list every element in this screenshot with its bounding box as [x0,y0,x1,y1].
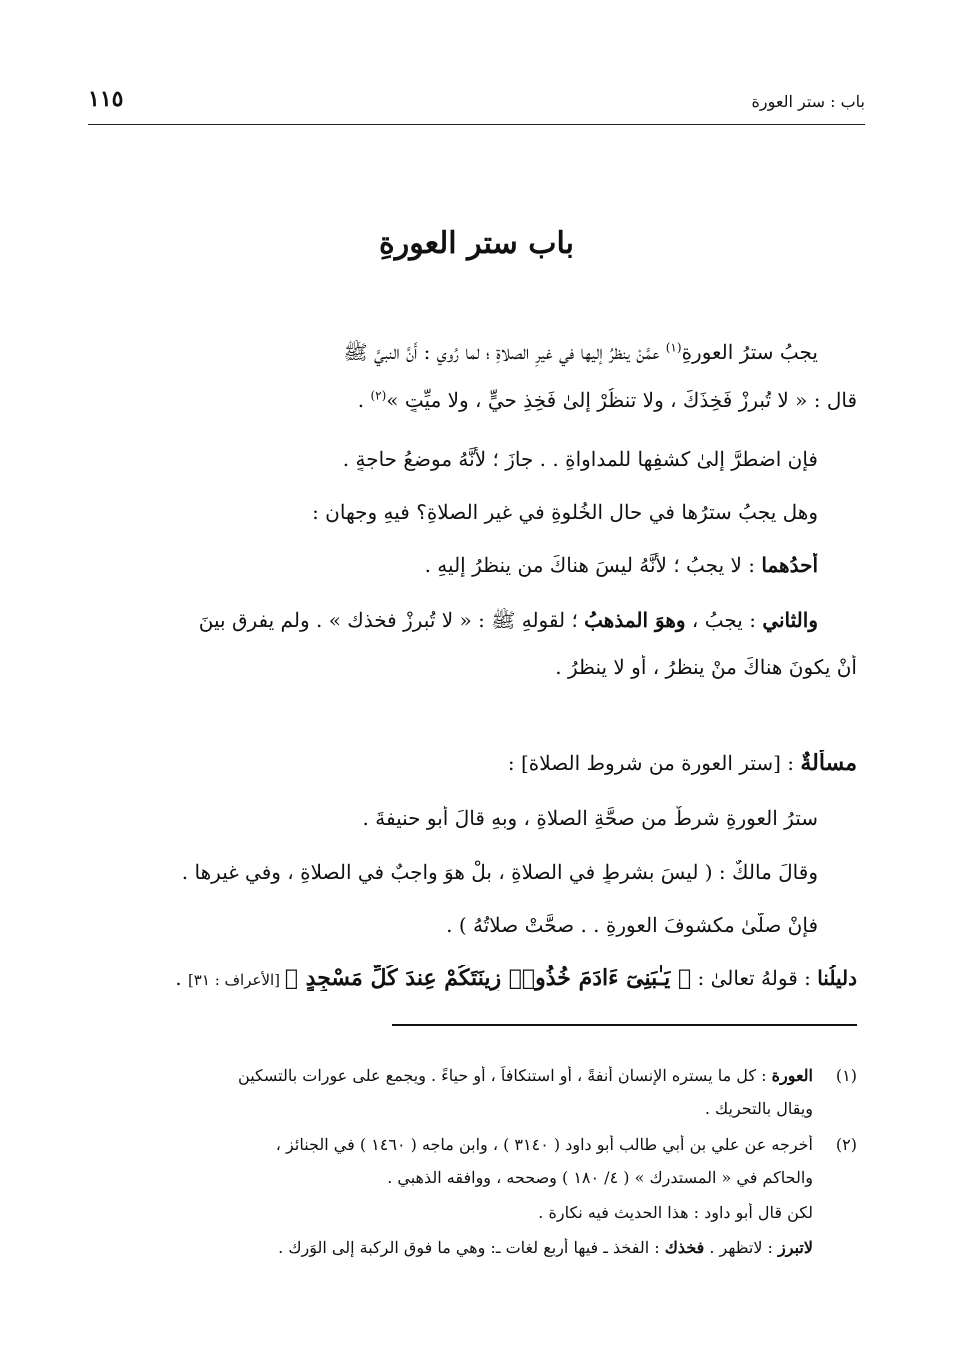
text: قال : « لا تُبرزْ فَخِذَكَ ، ولا تنظُرْ إلىٰ فَخِذِ حيٍّ ، ولا ميِّتٍ » [386,388,857,412]
footnote-ref-1[interactable]: (١) [665,340,682,355]
footnote-ref-2[interactable]: (٢) [370,388,387,403]
chapter-title: باب ستر العورةِ [378,226,574,261]
paragraph-4 [88,553,818,577]
text: ؛ لقولهِ ﷺ : « لا تُبرزْ فخذك » . ولم يفرق بينَ [198,608,585,632]
masala-heading [88,750,857,776]
text: : قولهُ تعالىٰ : [691,966,818,990]
masala-line-3: فإنْ صلَّىٰ مكشوفَ العورةِ . . صحَّتْ صلاتُهُ ) . [446,913,818,937]
page-number: ١١٥ [88,86,124,112]
label-first: أحدُهما [761,553,818,577]
masala-line-1: سترُ العورةِ شرطٌ من صحَّةِ الصلاةِ ، وبهِ قالَ أبو حنيفةَ . [362,806,818,830]
paragraph-2: فإنِ اضطرَّ إلىٰ كشفِها للمداواةِ . . جازَ ؛ لأنَّهُ موضعُ حاجةٍ . [342,447,818,471]
masala-evidence [88,965,857,991]
footnote-2-line-2: والحاكم في « المستدرك » ( ٤/ ١٨٠ ) وصححه ، ووافقه الذهبي . [387,1168,813,1187]
text: أخرجه عن علي بن أبي طالب أبو داود ( ٣١٤٠ ) ، وابن ماجه ( ١٤٦٠ ) في الجنائز ، [275,1135,813,1154]
text: : كل ما يستره الإنسان أنفةً ، أو استنكافاً ، أو حياءً . ويجمع على عورات بالتسكين [238,1066,772,1085]
text: . [357,388,371,412]
text: يجبُ سترُ العورةِ [681,340,818,364]
masala-label: مسألةٌ [800,750,857,776]
masala-line-2: وقالَ مالكٌ : ( ليسَ بشرطٍ في الصلاةِ ، بلْ هوَ واجبٌ في الصلاةِ ، وفي غيرها . [181,860,818,884]
text-bold: وهوَ المذهبُ [584,608,686,632]
gloss-term: لاتبرز [778,1238,813,1257]
paragraph-5-line-1 [88,608,818,637]
text: : [ستر العورة من شروط الصلاة] : [507,751,801,775]
evidence-label: دليلُنا [817,966,857,990]
gloss-term: فخذك [664,1238,705,1257]
quran-reference: [الأعراف : ٣١] [187,971,285,989]
text: : يجبُ ، [685,608,763,632]
text: : لاتظهر . [704,1238,779,1257]
footnote-2-line-4 [88,1238,813,1257]
footnote-rule [392,1024,857,1026]
text: . [175,966,188,990]
footnote-number: (٢) [835,1135,857,1154]
text: عمَّنْ ينظرُ إليها في غيرِ الصلاةِ ؛ لما رُوي : أَنَّ النبيَّ ﷺ [343,340,666,364]
text: : لا يجبُ ؛ لأنَّهُ ليسَ هناكَ من ينظرُ إليهِ . [424,553,762,577]
header-rule [88,124,865,125]
footnote-2-line-3: لكن قال أبو داود : هذا الحديث فيه نكارة . [538,1203,813,1222]
footnote-term: العورة [771,1066,813,1085]
paragraph-5-line-2: أَنْ يكونَ هناكَ منْ ينظرُ ، أو لا ينظرُ . [555,655,857,679]
running-title: باب : ستر العورة [751,92,865,111]
footnote-1-line-1 [88,1066,857,1085]
label-second: والثاني [762,608,818,632]
text: : الفخذ ـ فيها أربع لغات ـ: وهي ما فوق الركبة إلى الوَرِك . [278,1238,665,1257]
paragraph-3: وهل يجبُ سترُها في حالِ الخُلوةِ في غيرِ الصلاةِ؟ فيهِ وجهانِ : [312,500,818,524]
paragraph-1-line-2 [88,388,857,412]
footnote-1-line-2: ويقال بالتحريك . [704,1099,813,1118]
paragraph-1-line-1 [88,340,818,369]
footnote-number: (١) [835,1066,857,1085]
quran-verse: ﴿ يَـٰبَنِىٓ ءَادَمَ خُذُوا۟ زِينَتَكُمْ عِندَ كُلِّ مَسْجِدٍ ﴾ [284,965,692,991]
footnote-2-line-1 [88,1135,857,1154]
